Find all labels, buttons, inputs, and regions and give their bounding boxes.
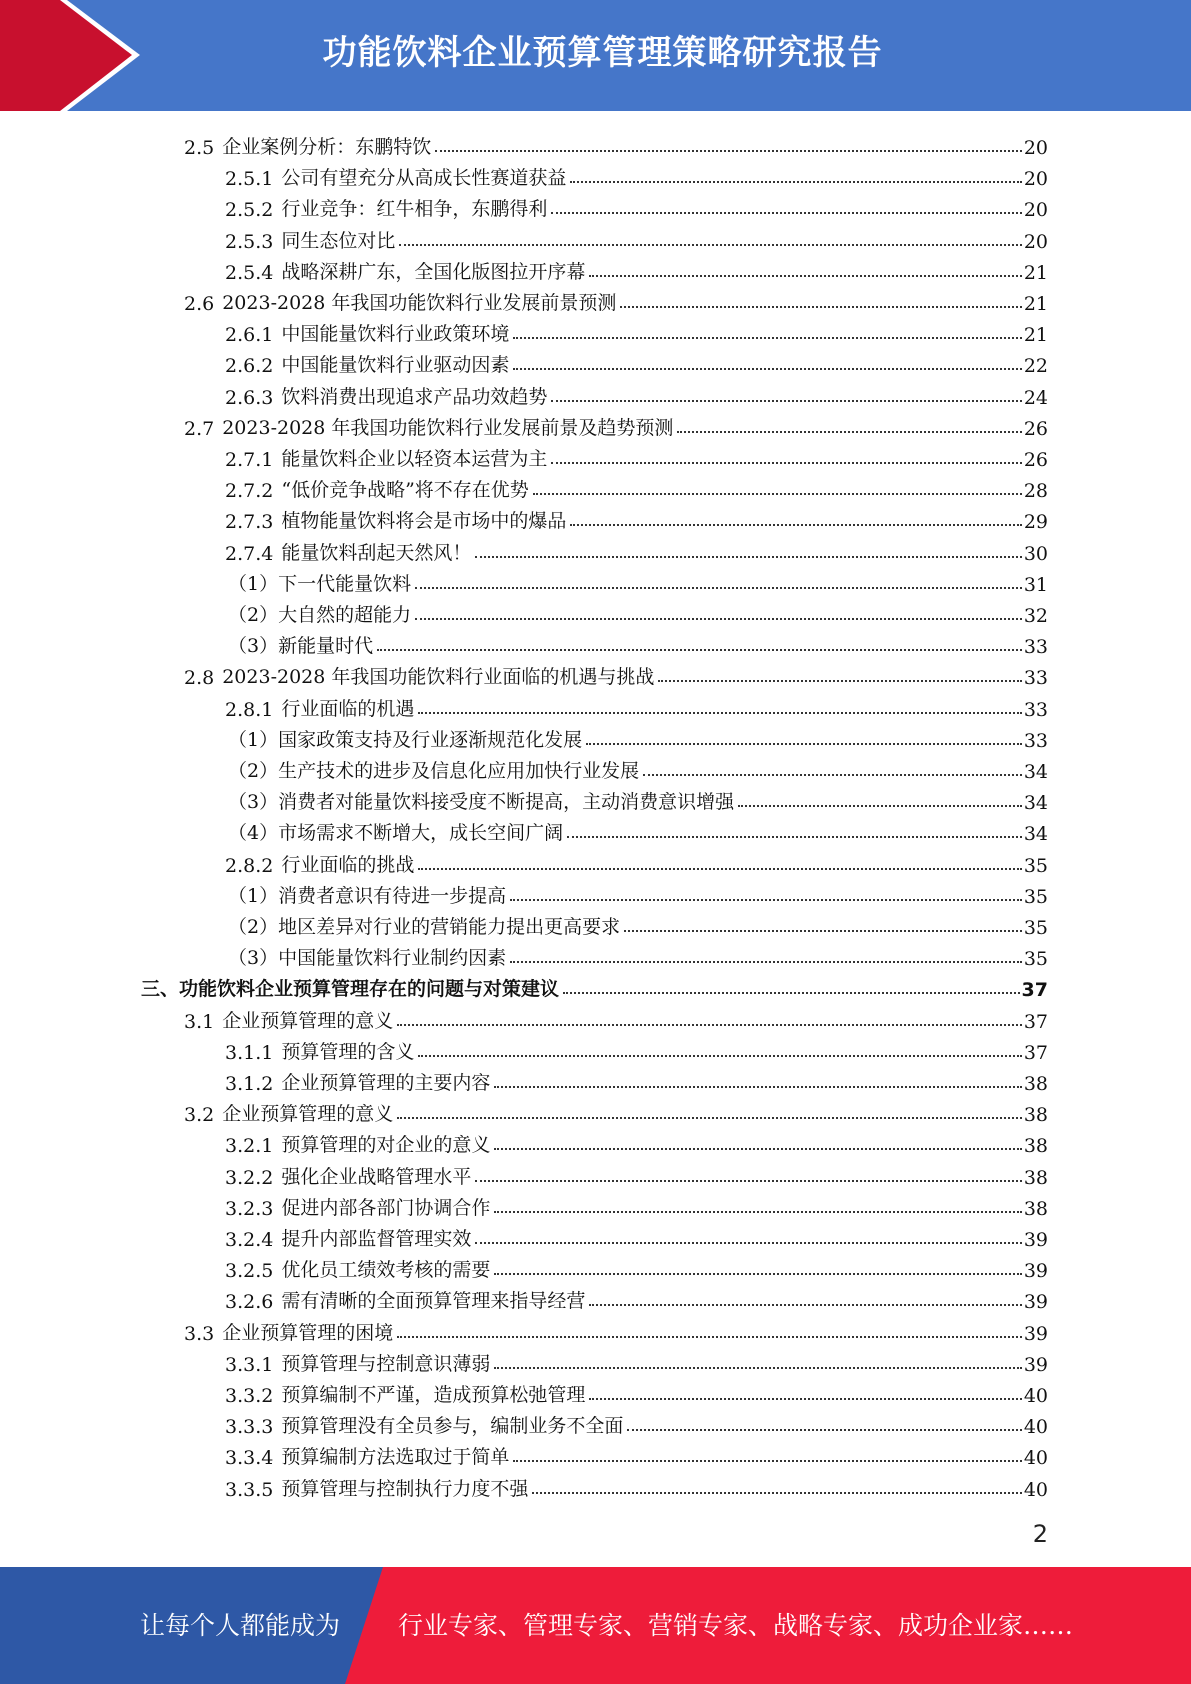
dot-leader [551, 212, 1021, 214]
toc-entry[interactable] [225, 253, 1048, 284]
toc-entry[interactable] [225, 190, 1048, 221]
toc-entry-page: 20 [1023, 230, 1048, 253]
toc-entry-number: 3.2.2 [225, 1166, 274, 1189]
toc-entry-number: 3.3.1 [225, 1353, 274, 1376]
toc-entry-label: 三、功能饮料企业预算管理存在的问题与对策建议 [141, 978, 560, 1001]
dot-leader [624, 930, 1022, 932]
toc-entry-page: 35 [1023, 917, 1048, 939]
toc-entry[interactable] [225, 1220, 1048, 1251]
toc-entry[interactable] [225, 1438, 1048, 1469]
toc-entry[interactable] [225, 222, 1048, 253]
toc-entry-label: 中国能量饮料行业政策环境 [281, 323, 510, 346]
toc-entry-label: 企业预算管理的困境 [222, 1321, 394, 1344]
toc-entry-number: 2.6.2 [225, 355, 274, 378]
toc-entry[interactable] [225, 502, 1048, 533]
toc-entry-page: 33 [1023, 636, 1048, 659]
toc-entry[interactable] [225, 1470, 1048, 1501]
toc-entry-label: 中国能量饮料行业驱动因素 [281, 354, 510, 377]
dot-leader [399, 244, 1021, 246]
toc-entry-page: 33 [1023, 667, 1048, 690]
toc-entry-page: 40 [1023, 1416, 1048, 1439]
dot-leader [418, 1055, 1021, 1057]
toc-entry-page: 40 [1023, 1478, 1048, 1501]
toc-entry-page: 24 [1023, 386, 1048, 409]
toc-entry[interactable] [225, 315, 1048, 346]
toc-entry-page: 21 [1023, 261, 1048, 284]
page-header [0, 0, 1191, 111]
toc-entry-number: 3.3.3 [225, 1416, 274, 1439]
toc-entry[interactable] [225, 1376, 1048, 1407]
toc-entry-page: 34 [1023, 792, 1048, 815]
dot-leader [567, 836, 1022, 838]
toc-entry-page: 26 [1023, 417, 1048, 440]
toc-entry-label: 企业预算管理的意义 [222, 1009, 394, 1032]
toc-entry-number: 3.3.5 [225, 1478, 274, 1501]
toc-entry-number: 3.2.5 [225, 1260, 274, 1283]
dot-leader [510, 961, 1022, 963]
toc-entry-label: （2）地区差异对行业的营销能力提出更高要求 [228, 916, 621, 938]
toc-entry-number: 2.5.2 [225, 199, 274, 222]
dot-leader [586, 743, 1022, 745]
toc-entry-label: 饮料消费出现追求产品功效趋势 [281, 385, 548, 408]
toc-entry[interactable] [225, 1033, 1048, 1064]
toc-entry[interactable] [184, 1095, 1048, 1126]
toc-entry-page: 39 [1023, 1322, 1048, 1345]
dot-leader [570, 181, 1021, 183]
toc-entry-label: “低价竞争战略”将不存在优势 [281, 479, 529, 502]
toc-entry-label: 促进内部各部门协调合作 [281, 1196, 491, 1219]
dot-leader [551, 400, 1021, 402]
dot-leader [532, 1492, 1021, 1494]
toc-entry-label: 行业面临的机遇 [281, 697, 415, 720]
toc-entry[interactable] [228, 939, 1048, 970]
toc-entry-label: 强化企业战略管理水平 [281, 1165, 472, 1188]
toc-entry[interactable] [141, 970, 1048, 1001]
toc-entry-page: 26 [1023, 449, 1048, 471]
toc-entry-label: 预算管理的含义 [281, 1040, 415, 1063]
dot-leader [738, 805, 1022, 807]
dot-leader [563, 992, 1020, 994]
toc-entry[interactable] [228, 908, 1048, 939]
toc-entry-label: 行业竞争：红牛相争，东鹏得利 [281, 198, 548, 221]
toc-entry-label: 预算编制不严谨，造成预算松弛管理 [281, 1384, 586, 1406]
dot-leader [627, 1429, 1021, 1431]
toc-entry-page: 20 [1023, 137, 1048, 159]
toc-entry-label: 预算管理与控制意识薄弱 [281, 1352, 491, 1375]
dot-leader [589, 1398, 1021, 1400]
toc-entry-number: 3.2.3 [225, 1197, 274, 1220]
toc-entry-number: 3.3 [184, 1322, 215, 1345]
dot-leader [513, 1460, 1021, 1462]
toc-entry[interactable] [228, 596, 1048, 627]
toc-entry[interactable] [225, 1126, 1048, 1157]
toc-entry[interactable] [184, 409, 1048, 440]
dot-leader [494, 1148, 1021, 1150]
toc-entry-page: 39 [1023, 1291, 1048, 1314]
toc-entry-label: （3）消费者对能量饮料接受度不断提高，主动消费意识增强 [228, 791, 735, 814]
toc-entry-page: 20 [1023, 199, 1048, 222]
toc-entry-number: 3.3.2 [225, 1385, 274, 1407]
toc-entry-page: 34 [1023, 823, 1048, 846]
toc-entry-number: 2.8 [184, 667, 215, 690]
dot-leader [418, 868, 1021, 870]
toc-entry-label: 公司有望充分从高成长性赛道获益 [281, 167, 567, 190]
toc-entry-page: 33 [1023, 698, 1048, 721]
toc-entry-number: 3.3.4 [225, 1447, 274, 1470]
dot-leader [570, 524, 1021, 526]
toc-entry-number: 2.7.1 [225, 449, 274, 471]
toc-entry-number: 3.2.1 [225, 1135, 274, 1158]
toc-entry-page: 37 [1023, 1041, 1048, 1064]
toc-entry-label: 预算管理没有全员参与，编制业务不全面 [281, 1415, 624, 1438]
toc-entry-label: 2023-2028 年我国功能饮料行业发展前景预测 [222, 292, 617, 314]
dot-leader [418, 712, 1021, 714]
toc-entry-page: 37 [1023, 1010, 1048, 1033]
toc-entry[interactable] [225, 346, 1048, 377]
toc-entry-label: 同生态位对比 [281, 229, 396, 252]
dot-leader [397, 1336, 1022, 1338]
dot-leader [397, 1117, 1022, 1119]
toc-entry[interactable] [225, 1282, 1048, 1313]
toc-entry-label: （3）中国能量饮料行业制约因素 [228, 947, 507, 970]
toc-entry-number: 2.5.1 [225, 168, 274, 191]
toc-entry-label: 优化员工绩效考核的需要 [281, 1259, 491, 1282]
toc-entry-page: 38 [1023, 1104, 1048, 1127]
dot-leader [533, 493, 1022, 495]
toc-entry-page: 21 [1023, 324, 1048, 347]
toc-entry[interactable] [225, 534, 1048, 565]
toc-entry-label: 企业案例分析：东鹏特饮 [222, 136, 432, 158]
toc-entry[interactable] [228, 752, 1048, 783]
dot-leader [415, 618, 1022, 620]
dot-leader [589, 1304, 1021, 1306]
toc-entry-number: 2.5.4 [225, 261, 274, 284]
toc-entry-label: （1）国家政策支持及行业逐渐规范化发展 [228, 728, 583, 751]
toc-entry-number: 3.2.4 [225, 1229, 274, 1251]
dot-leader [620, 306, 1021, 308]
dot-leader [435, 150, 1022, 152]
toc-entry-number: 2.7.3 [225, 511, 274, 534]
toc-entry-page: 30 [1023, 542, 1048, 565]
dot-leader [475, 556, 1021, 558]
toc-entry[interactable] [228, 783, 1048, 814]
page-number: 2 [1032, 1520, 1048, 1548]
toc-entry[interactable] [228, 565, 1048, 596]
toc-entry-page: 31 [1023, 573, 1048, 596]
dot-leader [589, 275, 1021, 277]
toc-entry-number: 2.6 [184, 293, 215, 315]
dot-leader [513, 337, 1021, 339]
toc-entry-label: 植物能量饮料将会是市场中的爆品 [281, 510, 567, 533]
toc-entry-page: 33 [1023, 729, 1048, 752]
toc-entry-label: 企业预算管理的主要内容 [281, 1072, 491, 1094]
toc-entry[interactable] [225, 1064, 1048, 1095]
toc-entry[interactable] [225, 378, 1048, 409]
toc-entry-page: 28 [1023, 480, 1048, 503]
toc-entry-label: 预算管理与控制执行力度不强 [281, 1477, 529, 1500]
toc-entry-page: 35 [1023, 948, 1048, 971]
toc-entry-label: 行业面临的挑战 [281, 853, 415, 876]
toc-entry[interactable] [184, 128, 1048, 159]
dot-leader [658, 680, 1021, 682]
footer-slogan-right: 行业专家、管理专家、营销专家、战略专家、成功企业家…… [398, 1611, 1074, 1640]
toc-entry-number: 2.7.2 [225, 480, 274, 503]
toc-entry[interactable] [225, 1345, 1048, 1376]
toc-entry-page: 39 [1023, 1260, 1048, 1283]
toc-entry-label: 预算编制方法选取过于简单 [281, 1446, 510, 1469]
toc-entry[interactable] [228, 877, 1048, 908]
toc-entry-label: 预算管理的对企业的意义 [281, 1134, 491, 1157]
toc-entry[interactable] [228, 627, 1048, 658]
toc-entry-number: 3.1 [184, 1010, 215, 1033]
dot-leader [510, 899, 1022, 901]
toc-entry-number: 2.7.4 [225, 542, 274, 565]
footer-slogan-left: 让每个人都能成为 [140, 1611, 341, 1640]
toc-entry-label: （1）下一代能量饮料 [228, 572, 412, 595]
toc-entry[interactable] [225, 440, 1048, 471]
dot-leader [397, 1024, 1022, 1026]
toc-entry[interactable] [225, 471, 1048, 502]
toc-entry-number: 2.6.1 [225, 324, 274, 347]
toc-entry-page: 29 [1023, 511, 1048, 534]
dot-leader [475, 1180, 1021, 1182]
toc-entry[interactable] [184, 1314, 1048, 1345]
page-footer [0, 1567, 1191, 1684]
toc-entry-number: 2.8.1 [225, 698, 274, 721]
toc-entry-page: 35 [1023, 885, 1048, 908]
toc-entry-page: 20 [1023, 168, 1048, 191]
dot-leader [677, 431, 1021, 433]
toc-entry-page: 38 [1023, 1166, 1048, 1189]
toc-entry-label: （2）生产技术的进步及信息化应用加快行业发展 [228, 760, 640, 782]
dot-leader [415, 587, 1022, 589]
toc-entry-number: 3.1.2 [225, 1073, 274, 1095]
toc-entry-page: 40 [1023, 1447, 1048, 1470]
toc-entry[interactable] [184, 1002, 1048, 1033]
toc-entry[interactable] [225, 690, 1048, 721]
toc-entry-label: 战略深耕广东，全国化版图拉开序幕 [281, 260, 586, 283]
toc-entry[interactable] [184, 658, 1048, 689]
toc-entry-page: 39 [1023, 1353, 1048, 1376]
toc-entry-label: 能量饮料企业以轻资本运营为主 [281, 448, 548, 470]
toc-entry-number: 2.5 [184, 137, 215, 159]
toc-entry-page: 38 [1023, 1197, 1048, 1220]
toc-entry-page: 38 [1023, 1073, 1048, 1095]
toc-entry-number: 3.1.1 [225, 1041, 274, 1064]
toc-entry-page: 21 [1023, 293, 1048, 315]
dot-leader [494, 1367, 1021, 1369]
toc-entry-label: 2023-2028 年我国功能饮料行业面临的机遇与挑战 [222, 666, 655, 689]
toc-entry[interactable] [225, 1251, 1048, 1282]
toc-entry[interactable] [225, 159, 1048, 190]
dot-leader [551, 462, 1021, 464]
toc-entry-number: 2.8.2 [225, 854, 274, 877]
toc-entry-number: 2.5.3 [225, 230, 274, 253]
toc-entry-number: 2.6.3 [225, 386, 274, 409]
toc-entry-page: 32 [1023, 605, 1048, 627]
toc-entry-label: （2）大自然的超能力 [228, 604, 412, 626]
toc-entry-page: 37 [1021, 979, 1048, 1002]
toc-entry[interactable] [228, 721, 1048, 752]
report-title: 功能饮料企业预算管理策略研究报告 [322, 33, 883, 73]
toc-entry[interactable] [225, 846, 1048, 877]
toc-entry[interactable] [225, 1407, 1048, 1438]
dot-leader [377, 649, 1022, 651]
toc-entry-label: 企业预算管理的意义 [222, 1103, 394, 1126]
toc-entry-label: （4）市场需求不断增大，成长空间广阔 [228, 822, 564, 845]
toc-entry-page: 34 [1023, 761, 1048, 783]
toc-entry[interactable] [184, 284, 1048, 315]
dot-leader [643, 774, 1022, 776]
toc-entry-page: 40 [1023, 1385, 1048, 1407]
dot-leader [494, 1086, 1021, 1088]
toc-entry-label: 2023-2028 年我国功能饮料行业发展前景及趋势预测 [222, 416, 674, 439]
toc-entry[interactable] [225, 1189, 1048, 1220]
toc-entry[interactable] [228, 814, 1048, 845]
toc-entry-page: 35 [1023, 854, 1048, 877]
toc-entry-label: （1）消费者意识有待进一步提高 [228, 884, 507, 907]
toc-entry[interactable] [225, 1158, 1048, 1189]
toc-entry-page: 38 [1023, 1135, 1048, 1158]
toc-entry-number: 3.2 [184, 1104, 215, 1127]
toc-entry-label: 能量饮料刮起天然风！ [281, 541, 472, 564]
toc-entry-page: 22 [1023, 355, 1048, 378]
toc-entry-label: 提升内部监督管理实效 [281, 1228, 472, 1250]
dot-leader [494, 1211, 1021, 1213]
toc-entry-label: （3）新能量时代 [228, 635, 374, 658]
toc-entry-number: 2.7 [184, 417, 215, 440]
toc-entry-label: 需有清晰的全面预算管理来指导经营 [281, 1290, 586, 1313]
toc-entry-number: 3.2.6 [225, 1291, 274, 1314]
toc-entry-page: 39 [1023, 1229, 1048, 1251]
dot-leader [513, 368, 1021, 370]
dot-leader [494, 1273, 1021, 1275]
dot-leader [475, 1242, 1021, 1244]
